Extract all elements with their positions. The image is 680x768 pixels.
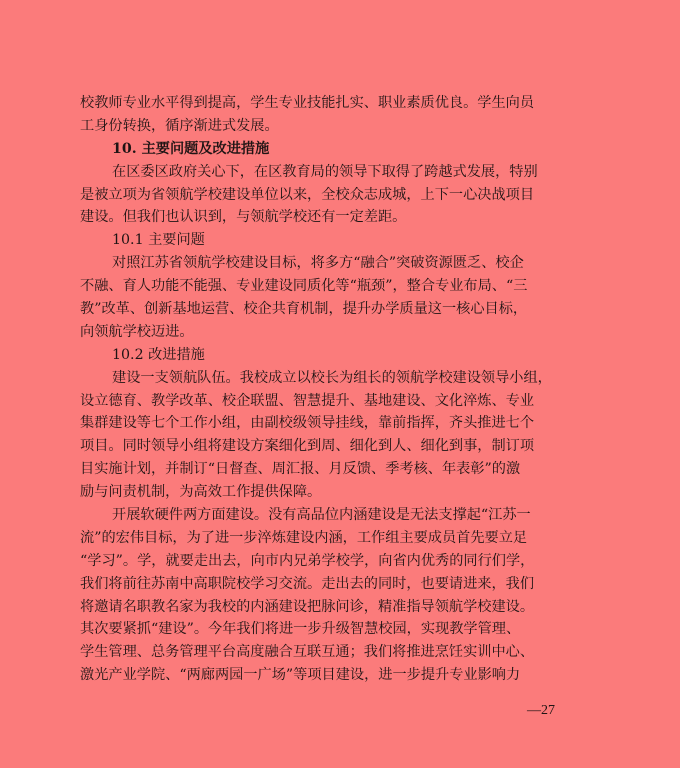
body-line: 流”的宏伟目标，为了进一步淬炼建设内涵，工作组主要成员首先要立足	[80, 529, 528, 546]
body-line: 工身份转换，循序渐进式发展。	[80, 117, 279, 134]
body-line: 激光产业学院、“两廊两园一广场”等项目建设，进一步提升专业影响力	[80, 667, 521, 684]
body-line: 教”改革、创新基地运营、校企共育机制，提升办学质量这一核心目标，	[80, 301, 528, 318]
body-line: 其次要紧抓“建设”。今年我们将进一步升级智慧校园，实现教学管理、	[80, 621, 521, 638]
body-line: 校教师专业水平得到提高，学生专业技能扎实、职业素质优良。学生向员	[80, 95, 535, 111]
body-line: 学生管理、总务管理平台高度融合互联互通；我们将推进烹饪实训中心、	[80, 644, 535, 661]
body-line: 在区委区政府关心下，在区教育局的领导下取得了跨越式发展，特别	[112, 163, 538, 180]
body-line: 设立德育、教学改革、校企联盟、智慧提升、基地建设、文化淬炼、专业	[80, 392, 535, 409]
subsection-heading: 10.1 主要问题	[112, 232, 205, 249]
body-line: 不融、育人功能不能强、专业建设同质化等“瓶颈”，整合专业布局、“三	[80, 278, 528, 295]
section-heading: 10. 主要问题及改进措施	[112, 140, 270, 157]
body-line: 励与问责机制，为高效工作提供保障。	[80, 484, 322, 501]
body-line: 将邀请名职教名家为我校的内涵建设把脉问诊，精准指导领航学校建设。	[80, 598, 535, 615]
body-line: 开展软硬件两方面建设。没有高品位内涵建设是无法支撑起“江苏一	[112, 507, 531, 524]
body-line: “学习”。学，就要走出去，向市内兄弟学校学，向省内优秀的同行们学，	[80, 552, 535, 569]
body-line: 建设。但我们也认识到，与领航学校还有一定差距。	[80, 209, 407, 226]
body-line: 向领航学校迈进。	[80, 323, 194, 340]
subsection-heading: 10.2 改进措施	[112, 346, 205, 363]
body-line: 项目。同时领导小组将建设方案细化到周、细化到人、细化到事，制订项	[80, 438, 535, 455]
body-line: 集群建设等七个工作小组，由副校级领导挂线，靠前指挥，齐头推进七个	[80, 415, 535, 432]
body-line: 建设一支领航队伍。我校成立以校长为组长的领航学校建设领导小组，	[112, 369, 552, 386]
body-line: 是被立项为省领航学校建设单位以来，全校众志成城，上下一心决战项目	[80, 186, 535, 203]
page-number: —27	[527, 703, 555, 718]
body-line: 我们将前往苏南中高职院校学习交流。走出去的同时，也要请进来，我们	[80, 575, 535, 592]
document-body	[80, 92, 602, 687]
body-line: 目实施计划，并制订“日督查、周汇报、月反馈、季考核、年表彰”的激	[80, 461, 521, 478]
body-line: 对照江苏省领航学校建设目标，将多方“融合”突破资源匮乏、校企	[112, 255, 524, 272]
